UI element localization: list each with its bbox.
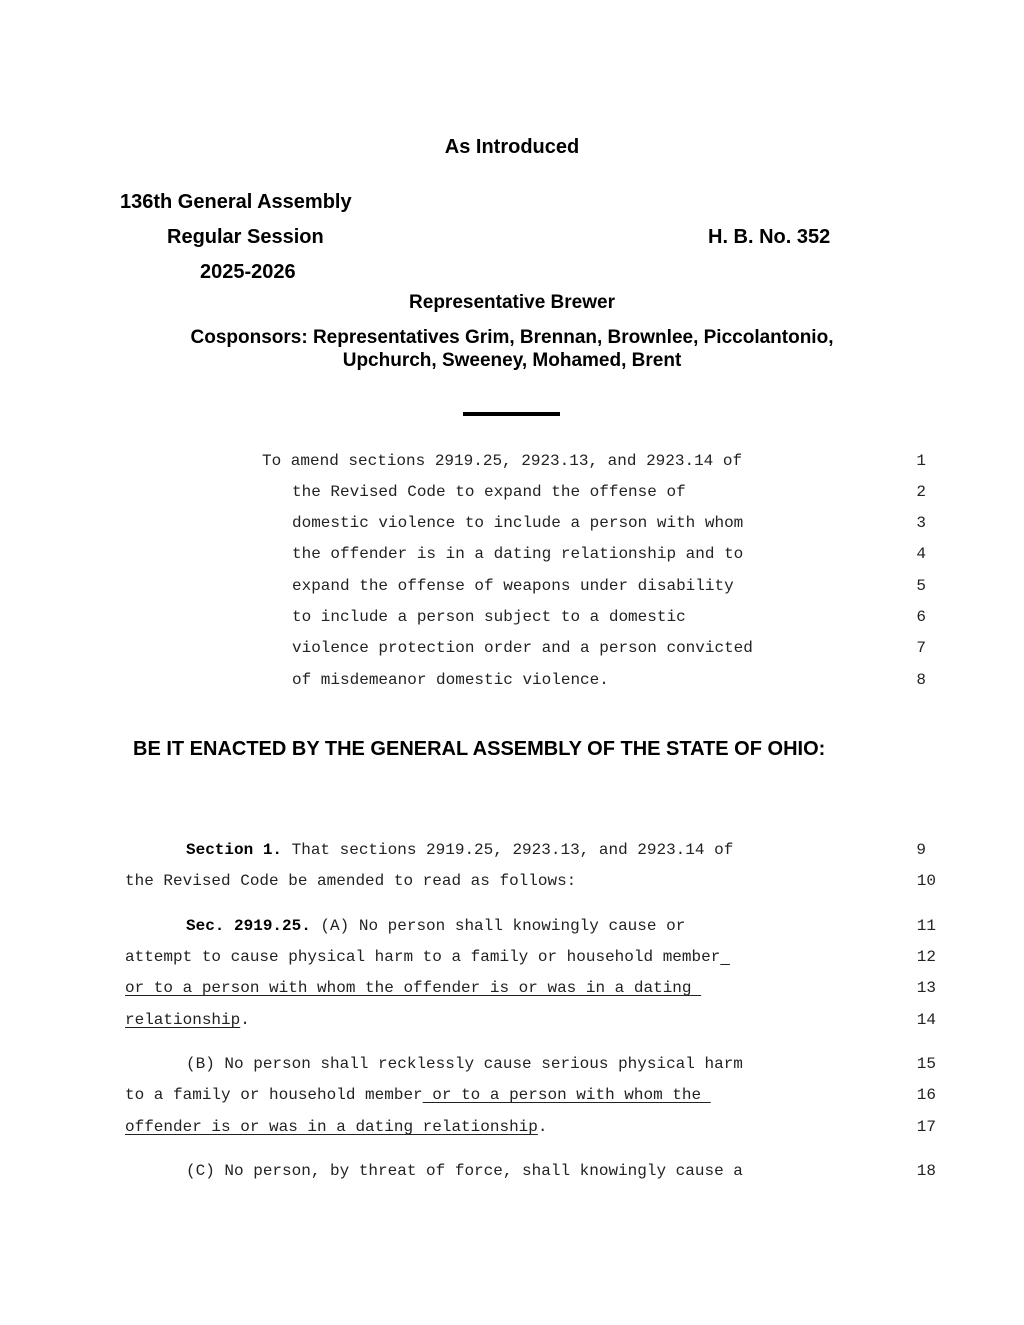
line-number: 15 bbox=[916, 1055, 936, 1073]
section-1-line-2: the Revised Code be amended to read as follows: bbox=[125, 872, 577, 890]
title-line: violence protection order and a person convicted bbox=[292, 639, 753, 657]
division-b-line-2 bbox=[125, 1086, 711, 1104]
division-a-line-4 bbox=[125, 1011, 250, 1029]
line-number: 4 bbox=[916, 545, 926, 563]
session-name: Regular Session bbox=[167, 226, 324, 248]
division-b-line-3 bbox=[125, 1118, 547, 1136]
body-text: . bbox=[240, 1011, 250, 1029]
inserted-text: offender is or was in a dating relationship bbox=[125, 1118, 538, 1136]
cosponsors-line-1: Cosponsors: Representatives Grim, Brennan, Brownlee, Piccolantonio, bbox=[190, 327, 834, 348]
line-number: 2 bbox=[916, 483, 926, 501]
body-text: to a family or household member bbox=[125, 1086, 423, 1104]
session-years: 2025-2026 bbox=[200, 261, 296, 283]
division-c-line-1: (C) No person, by threat of force, shall knowingly cause a bbox=[186, 1162, 743, 1180]
body-text: attempt to cause physical harm to a family or household member bbox=[125, 948, 721, 966]
inserted-text: or to a person with whom the offender is or was in a dating bbox=[125, 979, 702, 997]
line-number: 3 bbox=[916, 514, 926, 532]
line-number: 5 bbox=[916, 577, 926, 595]
enacting-clause: BE IT ENACTED BY THE GENERAL ASSEMBLY OF THE STATE OF OHIO: bbox=[133, 738, 826, 760]
body-text: (A) No person shall knowingly cause or bbox=[310, 917, 686, 935]
bill-number: H. B. No. 352 bbox=[708, 226, 831, 248]
line-number: 14 bbox=[916, 1011, 936, 1029]
line-number: 12 bbox=[916, 948, 936, 966]
assembly-name: 136th General Assembly bbox=[120, 191, 352, 213]
body-text: That sections 2919.25, 2923.13, and 2923.14 of bbox=[282, 841, 734, 859]
line-number: 9 bbox=[916, 841, 926, 859]
inserted-text: relationship bbox=[125, 1011, 241, 1029]
cosponsors-line-2: Upchurch, Sweeney, Mohamed, Brent bbox=[342, 350, 682, 371]
line-number: 7 bbox=[916, 639, 926, 657]
line-number: 13 bbox=[916, 979, 936, 997]
title-line: the Revised Code to expand the offense of bbox=[292, 483, 686, 501]
title-line: the offender is in a dating relationship and to bbox=[292, 545, 744, 563]
line-number: 1 bbox=[916, 452, 926, 470]
line-number: 6 bbox=[916, 608, 926, 626]
section-label: Section 1. bbox=[186, 841, 283, 859]
line-number: 18 bbox=[916, 1162, 936, 1180]
division-a-line-2 bbox=[125, 948, 730, 966]
inserted-text: or to a person with whom the bbox=[422, 1086, 711, 1104]
section-label: Sec. 2919.25. bbox=[186, 917, 311, 935]
sec-2919-25-line-1 bbox=[186, 917, 685, 935]
title-line: of misdemeanor domestic violence. bbox=[292, 671, 609, 689]
inserted-text bbox=[720, 948, 730, 966]
title-line: To amend sections 2919.25, 2923.13, and 2923.14 of bbox=[262, 452, 743, 470]
line-number: 16 bbox=[916, 1086, 936, 1104]
bill-status: As Introduced bbox=[444, 136, 580, 158]
line-number: 17 bbox=[916, 1118, 936, 1136]
line-number: 11 bbox=[916, 917, 936, 935]
divider-rule bbox=[463, 412, 560, 416]
division-a-line-3 bbox=[125, 979, 701, 997]
title-line: expand the offense of weapons under disability bbox=[292, 577, 734, 595]
body-text: . bbox=[537, 1118, 548, 1136]
primary-sponsor: Representative Brewer bbox=[409, 292, 615, 313]
line-number: 10 bbox=[916, 872, 936, 890]
title-line: domestic violence to include a person with whom bbox=[292, 514, 744, 532]
line-number: 8 bbox=[916, 671, 926, 689]
title-line: to include a person subject to a domestic bbox=[292, 608, 686, 626]
section-1-line-1 bbox=[186, 841, 733, 859]
division-b-line-1: (B) No person shall recklessly cause serious physical harm bbox=[186, 1055, 743, 1073]
